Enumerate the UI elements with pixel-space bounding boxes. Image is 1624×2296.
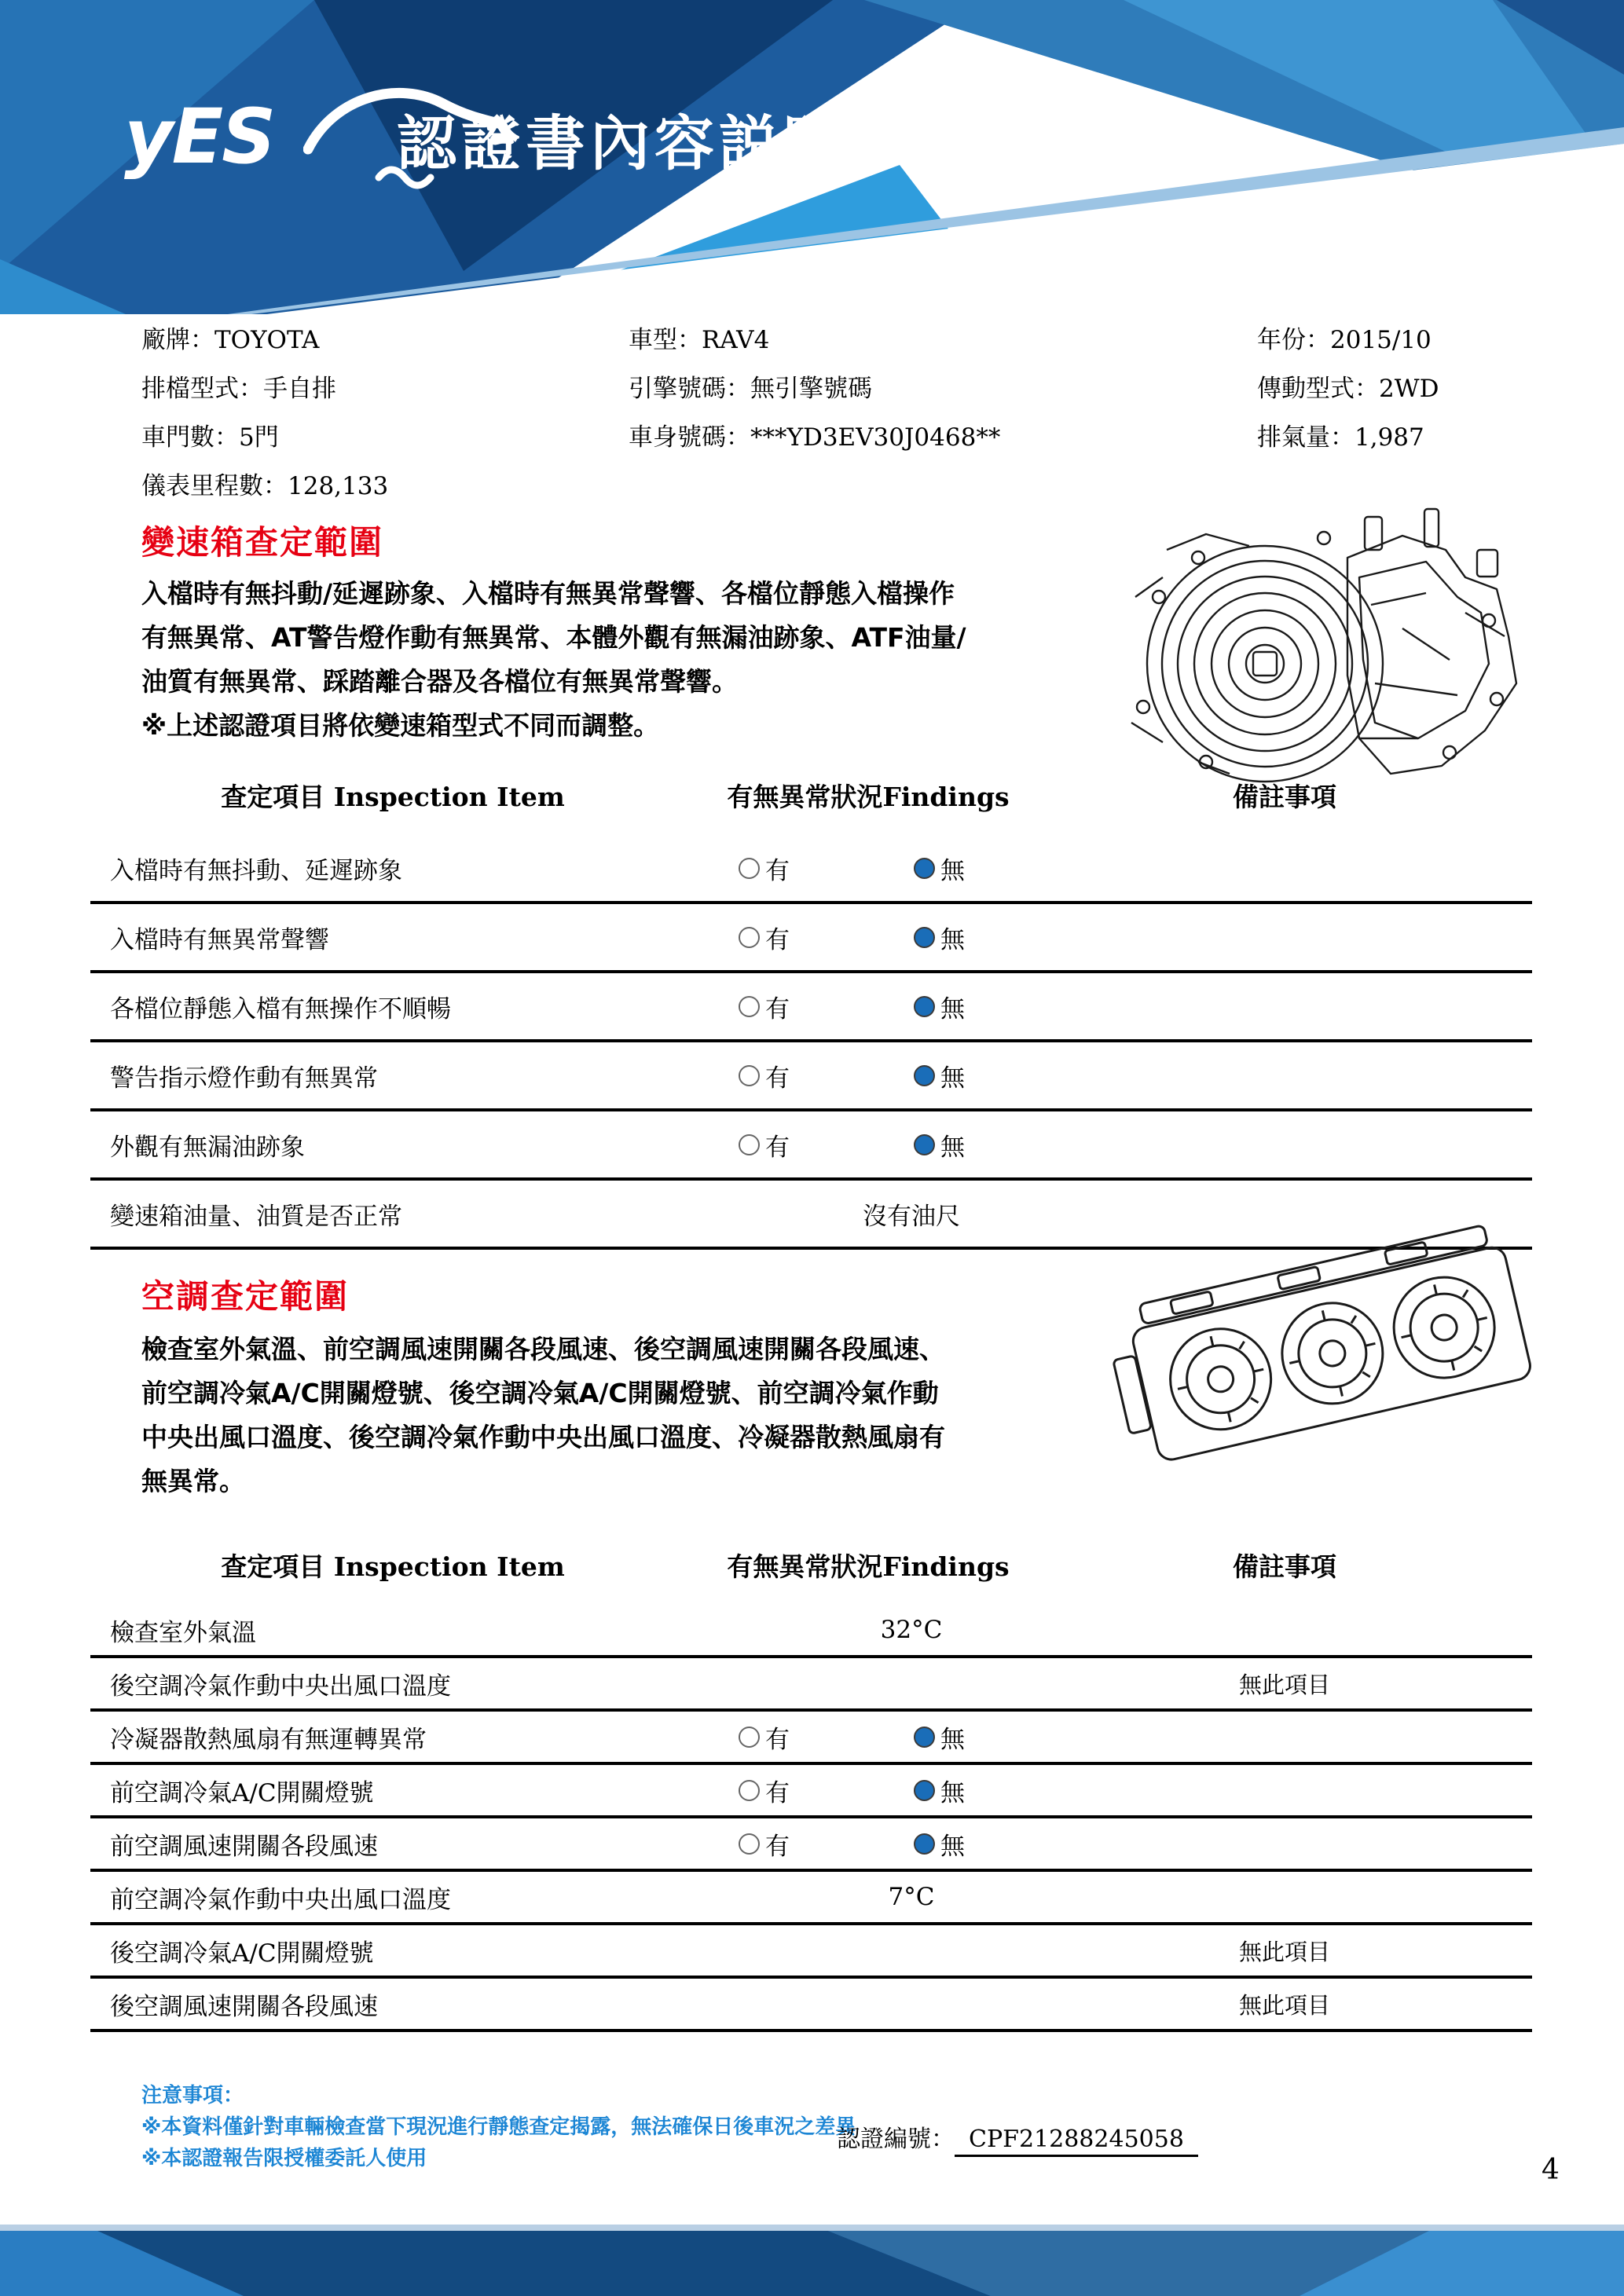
table-row bbox=[90, 1042, 1532, 1111]
inspection-item-label: 入檔時有無抖動、延遲跡象 bbox=[110, 856, 402, 885]
column-header-inspection-item: 查定項目 Inspection Item bbox=[221, 1551, 565, 1582]
inspection-item-label: 警告指示燈作動有無異常 bbox=[110, 1064, 378, 1093]
radio-yes[interactable] bbox=[739, 1058, 790, 1093]
vehicle-info-label: 車門數： bbox=[141, 423, 239, 452]
inspection-item-label: 後空調冷氣A/C開關燈號 bbox=[110, 1939, 374, 1968]
table-row bbox=[90, 973, 1532, 1042]
vehicle-info-column-3 bbox=[1257, 316, 1439, 462]
vehicle-info-label: 引擎號碼： bbox=[629, 375, 750, 403]
radio-no-label: 無 bbox=[940, 925, 965, 954]
vehicle-info-item bbox=[629, 364, 1000, 413]
vehicle-info-item bbox=[1257, 413, 1439, 462]
notice-title: 注意事項： bbox=[141, 2084, 244, 2107]
footer-divider-strip bbox=[0, 2225, 1624, 2231]
remark-label: 無此項目 bbox=[1238, 1991, 1330, 2019]
radio-unselected-icon bbox=[739, 927, 760, 948]
radio-selected-icon bbox=[914, 858, 935, 879]
radio-selected-icon bbox=[914, 1780, 935, 1801]
inspection-item-label: 檢查室外氣溫 bbox=[110, 1618, 256, 1647]
vehicle-info-value: ***YD3EV30J0468** bbox=[750, 423, 1001, 452]
vehicle-info-label: 廠牌： bbox=[141, 326, 214, 354]
vehicle-info-item bbox=[141, 462, 388, 511]
vehicle-info-item bbox=[141, 364, 388, 413]
radio-selected-icon bbox=[914, 1134, 935, 1155]
description-line: ※上述認證項目將依變速箱型式不同而調整。 bbox=[141, 710, 660, 741]
certificate-number-label: 認證編號： bbox=[837, 2126, 955, 2153]
radio-no-label: 無 bbox=[940, 1133, 965, 1162]
transmission-illustration bbox=[1088, 503, 1544, 785]
radio-no[interactable] bbox=[914, 989, 965, 1024]
radio-unselected-icon bbox=[739, 1833, 760, 1855]
radio-yes[interactable] bbox=[739, 920, 790, 955]
radio-no-label: 無 bbox=[940, 1778, 965, 1807]
table-row bbox=[90, 1111, 1532, 1181]
page-title: 認證書內容説明 bbox=[397, 108, 848, 178]
vehicle-info-value: RAV4 bbox=[702, 326, 770, 354]
vehicle-info-value: 1,987 bbox=[1355, 423, 1424, 452]
inspection-item-label: 前空調冷氣作動中央出風口溫度 bbox=[110, 1885, 451, 1914]
certificate-number-line bbox=[837, 2119, 1198, 2154]
radio-no[interactable] bbox=[914, 1773, 965, 1808]
radio-yes[interactable] bbox=[739, 851, 790, 886]
radio-yes[interactable] bbox=[739, 1826, 790, 1862]
table-row bbox=[90, 1925, 1532, 1979]
radio-yes-label: 有 bbox=[765, 1778, 790, 1807]
vehicle-info-item bbox=[141, 413, 388, 462]
radio-unselected-icon bbox=[739, 1065, 760, 1086]
vehicle-info-column-1 bbox=[141, 316, 388, 511]
radio-no[interactable] bbox=[914, 1058, 965, 1093]
vehicle-info-label: 年份： bbox=[1257, 326, 1330, 354]
vehicle-info-item bbox=[629, 413, 1000, 462]
inspection-item-label: 變速箱油量、油質是否正常 bbox=[110, 1202, 402, 1231]
description-line: 有無異常、AT警告燈作動有無異常、本體外觀有無漏油跡象、ATF油量/ bbox=[141, 622, 966, 653]
radio-unselected-icon bbox=[739, 1780, 760, 1801]
ac-inspection-table bbox=[90, 1536, 1532, 2032]
table-header-row bbox=[90, 1536, 1532, 1598]
radio-yes-label: 有 bbox=[765, 1133, 790, 1162]
section-title-air-conditioning: 空調查定範圍 bbox=[141, 1277, 350, 1316]
inspection-item-label: 各檔位靜態入檔有無操作不順暢 bbox=[110, 994, 451, 1023]
radio-selected-icon bbox=[914, 927, 935, 948]
table-header-row bbox=[90, 766, 1532, 829]
inspection-item-label: 外觀有無漏油跡象 bbox=[110, 1133, 305, 1162]
certificate-number-value: CPF21288245058 bbox=[955, 2126, 1198, 2157]
radio-yes[interactable] bbox=[739, 1719, 790, 1755]
transmission-inspection-table bbox=[90, 766, 1532, 1250]
radio-selected-icon bbox=[914, 1727, 935, 1748]
description-line: 前空調冷氣A/C開關燈號、後空調冷氣A/C開關燈號、前空調冷氣作動 bbox=[141, 1378, 939, 1408]
column-header-remarks: 備註事項 bbox=[1233, 1551, 1336, 1582]
radio-yes-label: 有 bbox=[765, 1832, 790, 1861]
vehicle-info-item bbox=[141, 316, 388, 364]
column-header-findings: 有無異常狀況Findings bbox=[727, 1551, 1010, 1582]
inspection-item-label: 入檔時有無異常聲響 bbox=[110, 925, 329, 954]
table-row bbox=[90, 1658, 1532, 1712]
radio-no-label: 無 bbox=[940, 1725, 965, 1754]
vehicle-info-label: 車型： bbox=[629, 326, 702, 354]
inspection-item-label: 後空調風速開關各段風速 bbox=[110, 1992, 378, 2021]
radio-unselected-icon bbox=[739, 1134, 760, 1155]
radio-yes[interactable] bbox=[739, 989, 790, 1024]
column-header-inspection-item: 查定項目 Inspection Item bbox=[221, 782, 565, 812]
remark-label: 無此項目 bbox=[1238, 1671, 1330, 1698]
description-line: 無異常。 bbox=[141, 1466, 245, 1496]
vehicle-info-label: 儀表里程數： bbox=[141, 472, 288, 500]
ac-control-panel-illustration bbox=[1100, 1216, 1571, 1491]
finding-value: 沒有油尺 bbox=[863, 1202, 960, 1231]
section-title-transmission: 變速箱查定範圍 bbox=[141, 523, 384, 562]
inspection-item-label: 前空調冷氣A/C開關燈號 bbox=[110, 1778, 374, 1807]
yes-logo: yES bbox=[124, 93, 275, 181]
vehicle-info-value: 128,133 bbox=[288, 472, 389, 500]
table-row bbox=[90, 835, 1532, 904]
radio-unselected-icon bbox=[739, 1727, 760, 1748]
column-header-remarks: 備註事項 bbox=[1233, 782, 1336, 812]
vehicle-info-item bbox=[1257, 316, 1439, 364]
radio-no-label: 無 bbox=[940, 1064, 965, 1093]
radio-unselected-icon bbox=[739, 858, 760, 879]
radio-no[interactable] bbox=[914, 1826, 965, 1862]
vehicle-info-column-2 bbox=[629, 316, 1000, 462]
vehicle-info-item bbox=[1257, 364, 1439, 413]
vehicle-info-value: 2WD bbox=[1379, 375, 1439, 403]
description-line: 中央出風口溫度、後空調冷氣作動中央出風口溫度、冷凝器散熱風扇有 bbox=[141, 1422, 945, 1452]
radio-no[interactable] bbox=[914, 1127, 965, 1163]
radio-selected-icon bbox=[914, 1065, 935, 1086]
column-header-findings: 有無異常狀況Findings bbox=[727, 782, 1010, 812]
description-line: 檢查室外氣溫、前空調風速開關各段風速、後空調風速開關各段風速、 bbox=[141, 1334, 945, 1364]
radio-yes-label: 有 bbox=[765, 994, 790, 1023]
radio-yes[interactable] bbox=[739, 1773, 790, 1808]
description-line: 油質有無異常、踩踏離合器及各檔位有無異常聲響。 bbox=[141, 666, 738, 697]
radio-selected-icon bbox=[914, 996, 935, 1017]
table-row bbox=[90, 1712, 1532, 1765]
radio-no-label: 無 bbox=[940, 1832, 965, 1861]
radio-unselected-icon bbox=[739, 996, 760, 1017]
footer-notes bbox=[141, 2080, 856, 2174]
vehicle-info-label: 車身號碼： bbox=[629, 423, 750, 452]
vehicle-info-label: 傳動型式： bbox=[1257, 375, 1379, 403]
description-line: 入檔時有無抖動/延遲跡象、入檔時有無異常聲響、各檔位靜態入檔操作 bbox=[141, 578, 955, 609]
vehicle-info-label: 排氣量： bbox=[1257, 423, 1355, 452]
table-row bbox=[90, 1765, 1532, 1818]
table-row bbox=[90, 1605, 1532, 1658]
page-number: 4 bbox=[1542, 2154, 1560, 2186]
radio-yes-label: 有 bbox=[765, 925, 790, 954]
vehicle-info-value: 2015/10 bbox=[1330, 326, 1432, 354]
table-row bbox=[90, 1818, 1532, 1872]
vehicle-info-label: 排檔型式： bbox=[141, 375, 263, 403]
radio-selected-icon bbox=[914, 1833, 935, 1855]
section-description-transmission bbox=[141, 572, 1131, 748]
inspection-item-label: 冷凝器散熱風扇有無運轉異常 bbox=[110, 1725, 427, 1754]
vehicle-info-value: 手自排 bbox=[263, 375, 336, 403]
radio-no-label: 無 bbox=[940, 994, 965, 1023]
vehicle-info-value: 無引擎號碼 bbox=[750, 375, 872, 403]
radio-no[interactable] bbox=[914, 1719, 965, 1755]
radio-no[interactable] bbox=[914, 851, 965, 886]
finding-value: 32°C bbox=[880, 1616, 943, 1644]
radio-yes-label: 有 bbox=[765, 856, 790, 885]
inspection-item-label: 後空調冷氣作動中央出風口溫度 bbox=[110, 1672, 451, 1701]
footer-banner-art bbox=[0, 2231, 1624, 2296]
radio-yes-label: 有 bbox=[765, 1725, 790, 1754]
table-row bbox=[90, 904, 1532, 973]
remark-label: 無此項目 bbox=[1238, 1938, 1330, 1965]
finding-value: 7°C bbox=[888, 1883, 935, 1911]
table-row bbox=[90, 1979, 1532, 2032]
radio-yes[interactable] bbox=[739, 1127, 790, 1163]
radio-yes-label: 有 bbox=[765, 1064, 790, 1093]
section-description-air-conditioning bbox=[141, 1327, 1131, 1503]
footer-note-line: ※本資料僅針對車輛檢查當下現況進行靜態查定揭露，無法確保日後車況之差異 bbox=[141, 2115, 856, 2139]
vehicle-info-value: 5門 bbox=[239, 423, 279, 452]
radio-no[interactable] bbox=[914, 920, 965, 955]
radio-no-label: 無 bbox=[940, 856, 965, 885]
table-row bbox=[90, 1872, 1532, 1925]
vehicle-info-value: TOYOTA bbox=[214, 326, 320, 354]
footer-note-line: ※本認證報告限授權委託人使用 bbox=[141, 2147, 427, 2170]
inspection-item-label: 前空調風速開關各段風速 bbox=[110, 1832, 378, 1861]
vehicle-info-item bbox=[629, 316, 1000, 364]
